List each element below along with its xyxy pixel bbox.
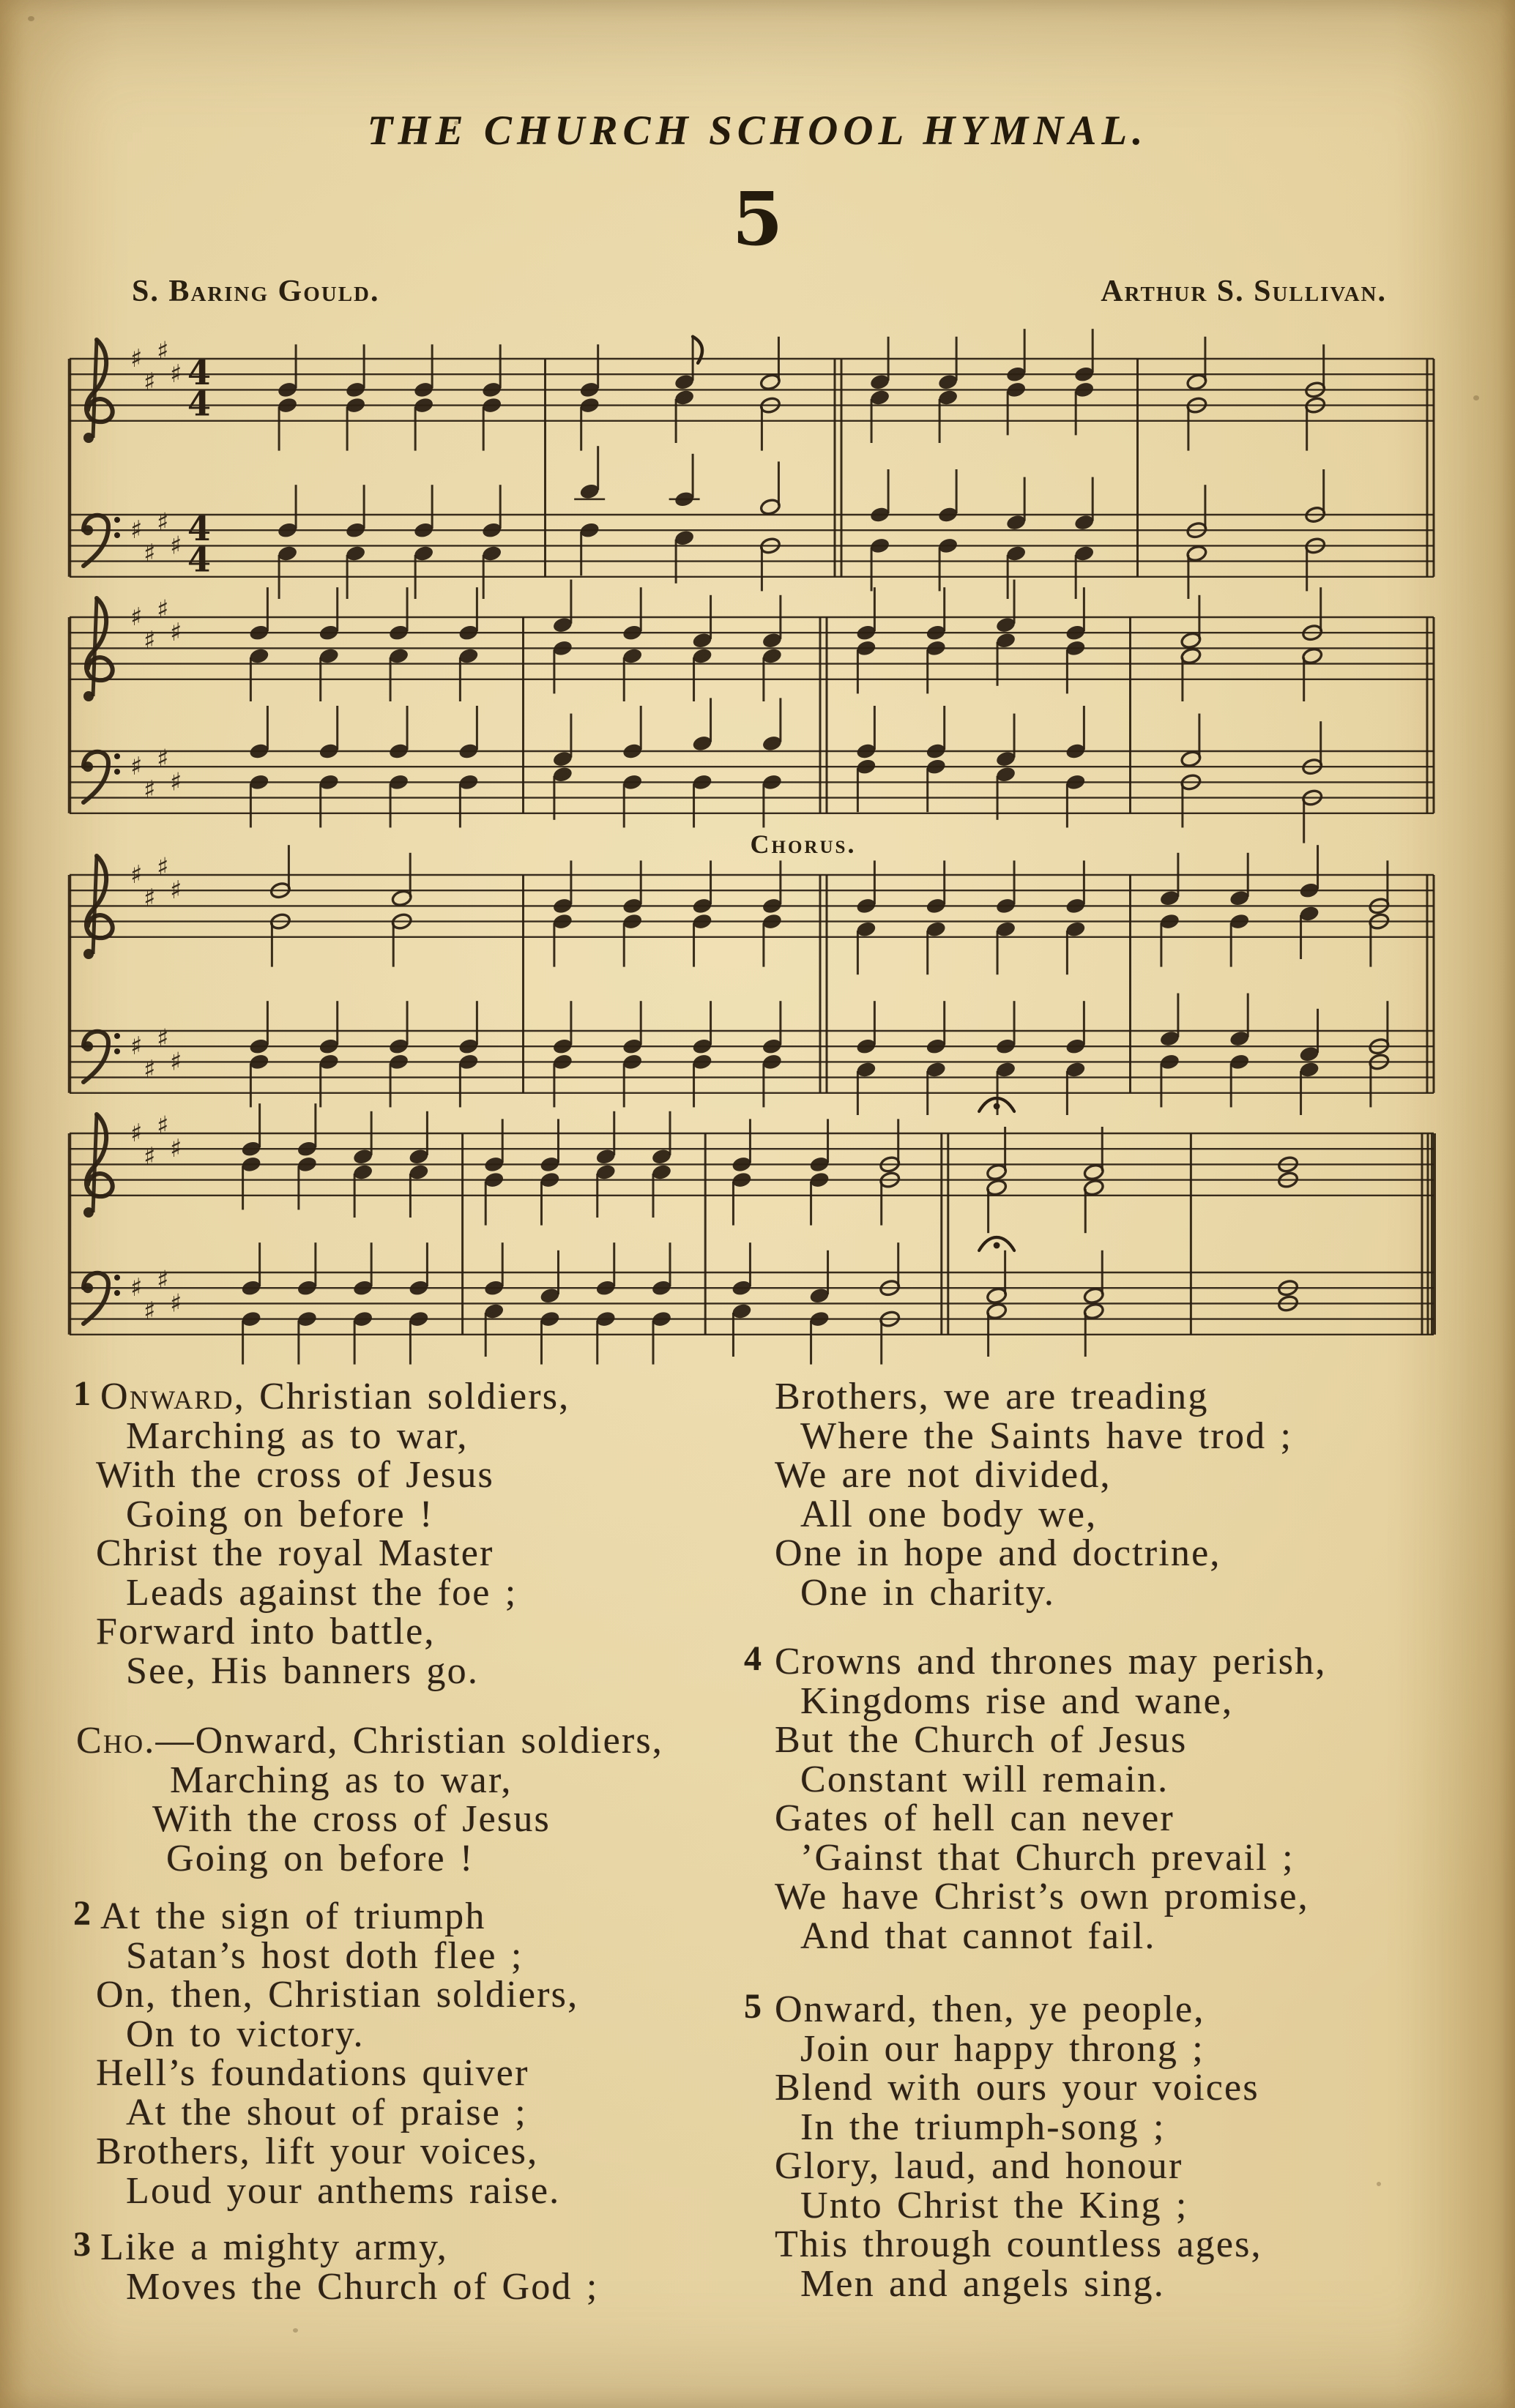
lyric-line	[775, 1988, 1205, 2031]
svg-text:♯: ♯	[144, 1297, 156, 1326]
svg-text:4: 4	[187, 540, 212, 580]
lyric-line	[100, 1375, 570, 1418]
lyric-line	[800, 2184, 1188, 2227]
svg-text:♯: ♯	[157, 507, 169, 537]
svg-text:♯: ♯	[144, 775, 156, 805]
lyric-line	[96, 1973, 578, 2016]
lyric-text: ’Gainst that Church prevail ;	[800, 1836, 1295, 1879]
svg-text:♯: ♯	[157, 594, 169, 625]
svg-text:♯: ♯	[170, 1289, 182, 1319]
svg-text:♯: ♯	[130, 860, 143, 890]
svg-text:♯: ♯	[170, 1047, 182, 1077]
verse-number: 4	[744, 1639, 762, 1678]
lyric-text: Marching as to war,	[126, 1414, 469, 1457]
lyric-text: At the shout of praise ;	[126, 2091, 527, 2133]
lyric-line	[126, 1650, 479, 1693]
lyric-line	[775, 1532, 1221, 1575]
verse-number: 5	[744, 1987, 762, 2026]
lyric-text: We are not divided,	[775, 1454, 1112, 1496]
lyric-text: With the cross of Jesus	[152, 1798, 551, 1840]
lyric-text: And that cannot fail.	[800, 1915, 1156, 1957]
lyric-text: Going on before !	[126, 1493, 434, 1535]
lyric-line	[800, 1758, 1169, 1801]
lyric-text: But the Church of Jesus	[775, 1719, 1188, 1761]
lyric-text: Satan’s host doth flee ;	[126, 1934, 524, 1977]
lyric-line	[800, 1414, 1292, 1458]
lyric-text: Forward into battle,	[96, 1611, 436, 1652]
lyric-text: Unto Christ the King ;	[800, 2184, 1188, 2226]
lyric-line	[775, 1640, 1327, 1683]
lyric-text: Blend with ours your voices	[775, 2067, 1259, 2109]
lyric-line	[800, 2027, 1205, 2070]
verse-number: 1	[73, 1374, 91, 1413]
svg-text:♯: ♯	[130, 515, 143, 545]
lyric-text: Leads against the foe ;	[126, 1571, 518, 1614]
lyric-text: Like a mighty army,	[100, 2226, 448, 2268]
lyric-line	[76, 1719, 663, 1762]
lyric-line	[775, 2223, 1262, 2266]
lyric-line	[775, 1797, 1175, 1840]
svg-text:♯: ♯	[130, 1119, 143, 1148]
svg-text:♯: ♯	[157, 336, 169, 366]
svg-text:♯: ♯	[144, 539, 156, 568]
lyric-smallcaps: Cho.	[76, 1720, 156, 1762]
lyric-line	[800, 1915, 1156, 1958]
svg-text:♯: ♯	[144, 1055, 156, 1084]
lyric-line	[775, 1718, 1187, 1762]
svg-text:♯: ♯	[157, 1265, 169, 1295]
lyric-line	[96, 1453, 494, 1496]
lyric-line	[100, 2226, 448, 2269]
lyric-line	[126, 2169, 560, 2213]
lyric-line	[800, 2262, 1165, 2306]
lyric-line	[96, 2051, 529, 2095]
page-title: THE CHURCH SCHOOL HYMNAL.	[367, 108, 1148, 154]
lyric-text: Brothers, we are treading	[775, 1376, 1209, 1417]
svg-text:♯: ♯	[170, 359, 182, 389]
lyric-text: Glory, laud, and honour	[775, 2145, 1183, 2187]
svg-text:♯: ♯	[144, 883, 156, 913]
lyric-text: In the triumph-song ;	[800, 2106, 1166, 2148]
lyric-text: Join our happy throng ;	[800, 2027, 1205, 2070]
lyric-line	[126, 1934, 524, 1978]
lyric-line	[775, 1375, 1209, 1418]
svg-text:♯: ♯	[157, 744, 169, 774]
lyric-text: On, then, Christian soldiers,	[96, 1974, 579, 2016]
svg-text:♯: ♯	[130, 603, 143, 632]
lyric-line	[96, 1610, 436, 1653]
verse-number: 3	[73, 2225, 91, 2264]
svg-text:♯: ♯	[170, 876, 182, 906]
paper-speck	[454, 121, 458, 125]
lyric-text: Loud your anthems raise.	[126, 2169, 561, 2212]
lyric-text: All one body we,	[800, 1493, 1098, 1535]
lyric-line	[775, 2144, 1183, 2188]
lyric-text: At the sign of triumph	[100, 1896, 486, 1937]
svg-text:♯: ♯	[144, 367, 156, 397]
lyric-text: Christian soldiers,	[245, 1376, 570, 1417]
lyric-line	[126, 1493, 434, 1536]
svg-text:♯: ♯	[144, 625, 156, 655]
svg-text:♯: ♯	[130, 1032, 143, 1062]
lyric-line	[800, 1493, 1097, 1536]
composer-name: Arthur S. Sullivan.	[1101, 275, 1387, 308]
svg-text:♯: ♯	[170, 1134, 182, 1164]
lyric-text: Where the Saints have trod ;	[800, 1414, 1293, 1457]
svg-text:♯: ♯	[157, 852, 169, 882]
lyric-text: Crowns and thrones may perish,	[775, 1641, 1327, 1682]
paper-speck	[293, 2328, 298, 2333]
lyric-text: Onward, then, ye people,	[775, 1988, 1205, 2030]
lyric-line	[166, 1837, 474, 1880]
svg-text:♯: ♯	[130, 344, 143, 373]
lyric-line	[96, 1532, 494, 1575]
svg-text:♯: ♯	[170, 618, 182, 648]
chorus-label: Chorus.	[750, 830, 857, 859]
svg-text:♯: ♯	[170, 767, 182, 797]
lyric-text: Constant will remain.	[800, 1758, 1169, 1800]
lyric-text: See, His banners go.	[126, 1650, 480, 1692]
paper-speck	[1377, 2182, 1381, 2186]
svg-text:♯: ♯	[130, 752, 143, 782]
svg-text:♯: ♯	[157, 1111, 169, 1141]
lyric-line	[800, 2106, 1166, 2149]
lyric-line	[126, 1414, 469, 1458]
lyric-line	[775, 1875, 1309, 1918]
verse-number: 2	[73, 1894, 91, 1933]
svg-text:♯: ♯	[157, 1024, 169, 1054]
lyric-line	[800, 1836, 1295, 1879]
lyric-text: Moves the Church of God ;	[126, 2265, 599, 2308]
lyric-text: Brothers, lift your voices,	[96, 2131, 539, 2172]
svg-text:4: 4	[187, 509, 212, 549]
author-name: S. Baring Gould.	[132, 275, 380, 308]
svg-text:♯: ♯	[144, 1141, 156, 1171]
svg-text:♯: ♯	[130, 1273, 143, 1303]
lyric-text: We have Christ’s own promise,	[775, 1876, 1309, 1917]
lyric-text: Kingdoms rise and wane,	[800, 1680, 1234, 1722]
lyric-text: This through countless ages,	[775, 2224, 1262, 2265]
svg-text:♯: ♯	[170, 531, 182, 561]
paper-speck	[1473, 395, 1479, 400]
svg-text:4: 4	[187, 353, 212, 393]
lyric-text: —Onward, Christian soldiers,	[155, 1720, 664, 1762]
svg-text:4: 4	[187, 384, 212, 424]
lyric-text: Hell’s foundations quiver	[96, 2052, 529, 2094]
lyric-line	[152, 1797, 551, 1841]
lyric-line	[800, 1680, 1233, 1723]
lyric-text: One in hope and doctrine,	[775, 1532, 1221, 1574]
lyric-line	[126, 1571, 517, 1614]
lyric-line	[100, 1895, 486, 1938]
lyric-text: Going on before !	[166, 1837, 474, 1879]
lyric-line	[126, 2091, 527, 2134]
lyric-line	[96, 2130, 538, 2173]
lyric-text: One in charity.	[800, 1571, 1056, 1614]
lyric-smallcaps: Onward,	[100, 1376, 245, 1417]
lyric-text: With the cross of Jesus	[96, 1454, 494, 1496]
hymn-number: 5	[732, 176, 783, 262]
lyric-text: Marching as to war,	[170, 1759, 513, 1801]
paper-speck	[28, 16, 34, 21]
lyric-line	[775, 1453, 1112, 1496]
lyric-text: Christ the royal Master	[96, 1532, 494, 1574]
lyric-line	[170, 1759, 513, 1802]
lyric-line	[800, 1571, 1055, 1614]
lyric-line	[775, 2066, 1259, 2109]
lyric-text: Men and angels sing.	[800, 2262, 1165, 2305]
lyric-text: On to victory.	[126, 2013, 365, 2055]
lyric-text: Gates of hell can never	[775, 1797, 1175, 1839]
lyric-line	[126, 2013, 365, 2056]
lyric-line	[126, 2265, 598, 2308]
